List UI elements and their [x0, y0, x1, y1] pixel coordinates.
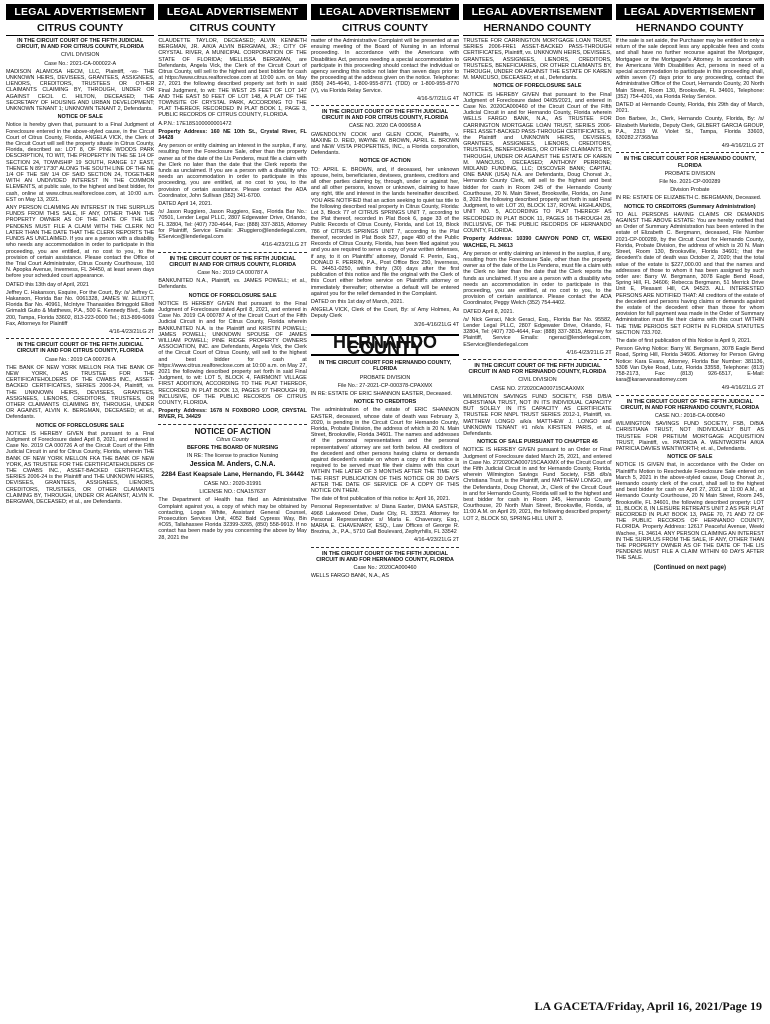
signoff: Don Barbee, Jr., Clerk, Hernando County, Florida, By: /s/ Elizabeth Markidis, Deputy Clerk, GILBERT GARCIA GROUP, P.A., 2313 W. Violet St., Tampa, Florida 33603, 630282.27368/las [615, 116, 765, 142]
parties: GWENDOLYN COOK and GLEN COOK, Plaintiffs, v. MAXINE D. REID, WAYNE W. BROWN, APRIL E. BROWN and NEW VISTA PROPERTIES, INC., a Florida corporation, Defendants. [310, 131, 460, 157]
signoff: /s/ Nick Geraci, Nick Geraci, Esq., Florida Bar No. 95582, Lender Legal PLLC, 2807 Edgewater Drive, Orlando, FL 32804, Tel: (407) 730-4644, Fax: (888) 337-3815, Attorney for Plaintiff, Service Emails: ngeraci@lenderlegal.com, EService@lenderlegal.com [463, 316, 612, 348]
court-name: IN THE CIRCUIT COURT FOR HERNANDO COUNTY, FLORIDA [318, 360, 452, 373]
notice-title: NOTICE OF FORECLOSURE SALE [188, 292, 277, 299]
action-title: NOTICE OF ACTION [194, 426, 271, 436]
column-body [6, 38, 154, 505]
notice-text: TO ALL PERSONS HAVING CLAIMS OR DEMANDS AGAINST THE ABOVE ESTATE: You are hereby notified that an Order of Summary Administration has been entered in the estate of Elizabeth C. Bergmann, deceased, File Number 2021-CP-000289, by the Circuit Court for Hernando County, Florida, Probate Division, the address of which is 20 N. Main Street, Room 130, Brooksville, Florida 34601; that the decedent's date of death was October 2, 2020; that the total value of the estate is $227,000.00 and that the names and addresses of those to whom it has been assigned by such order are: Barry W. Bergmann, 3078 Eagle Bend Road, Spring Hill, FL 34606; Rebecca Bergmann, 51 Merrick Drive Unit E, Pleasant Hill, CA 94523. ALL INTERESTED PERSONS ARE NOTIFIED THAT: All creditors of the estate of the decedent and persons having claims or demands against the estate of the decedent other than those for whom provision for full payment was made in the Order of Summary Administration must file their claims with this court WITHIN THE TIME PERIODS SET FORTH IN FLORIDA STATUTES SECTION 733.702. [615, 211, 765, 336]
county-label: HERNANDO COUNTY [463, 20, 611, 36]
action-address: 2284 East Keapsale Lane, Hernando, FL 34442 [161, 471, 304, 479]
court-name: IN THE CIRCUIT COURT OF THE FIFTH JUDICIAL CIRCUIT, IN AND FOR CITRUS COUNTY, FLORIDA [16, 38, 145, 51]
county-label: CITRUS COUNTY [6, 20, 154, 36]
case-number: Case No.: 2019 CA 000726 A [44, 356, 116, 363]
property-address: Property Address: 160 NE 10th St., Crystal River, FL 34428 [158, 128, 307, 142]
notice-text: NOTICE IS HEREBY GIVEN that pursuant to the Final Judgment of Foreclosure dated April 8, 2021, and entered in Case No. 2019 CA 000787 A of the Circuit Court of the Fifth Judicial Circuit in and for Citrus County, Florida wherein BANKUNITED N.A. is the Plaintiff and KRISTIN POWELL; JAMES POWELL; UNKNOWN SPOUSE OF JAMES WILLIAM POWELL; PINE RIDGE PROPERTY OWNERS ASSOCIATION, INC. are Defendants, Angela Vick, the Clerk of the Circuit Court of Citrus County, will sell to the highest and best bidder for cash at https://www.citrus.realforeclose.com at 10:00 a.m. on May 27, 2021 the following described property set forth in said Final Judgment, to wit: LOT 5, BLOCK 4, FAIRMONT VILLAGE FIRST ADDITION, ACCORDING TO THE PLAT THEREOF, RECORDED IN PLAT BOOK 13, PAGES 97 THROUGH 99, INCLUSIVE, OF THE PUBLIC RECORDS OF CITRUS COUNTY, FLORIDA. [158, 300, 307, 406]
separator [616, 395, 764, 396]
notice-text: matter of the Administrative Complaint will be presented at an ensuing meeting of the Board of Nursing in an informal proceeding. In accordance with the Americans with Disabilities Act, persons needing a special accommodation to participate in this proceeding should contact the individual or agency sending this notice not later than seven days prior to the proceeding at the address given on the notice. Telephone: (850) 245-4640, 1-800-955-8771 (TDD) or 1-800-955-8770 (V), via Florida Relay Service. [310, 38, 460, 94]
file-number: File No.: 27-2021-CP-000378-CPAXMX [337, 382, 433, 389]
column-header: LEGAL ADVERTISEMENT [158, 4, 306, 20]
column-2 [158, 4, 306, 996]
signoff: /s/ Jason Ruggiero, Jason Ruggiero, Esq., Florida Bar No.: 70501, Lender Legal PLLC, 2807 Edgewater Drive, Orlando, FL 32804, Tel: (407) 730-4644, Fax: (888) 337-3815, Attorney for Plaintiff, Service Emails: JRuggiero@lenderlegal.com, EService@lenderlegal.com [158, 209, 307, 241]
estate: IN RE: ESTATE OF ERIC SHANNON EASTER, Deceased. [310, 390, 452, 397]
parties: BANKUNITED N.A., Plaintiff, vs. JAMES POWELL; et al., Defendants. [158, 278, 307, 291]
division: PROBATE DIVISION [359, 374, 411, 381]
column-3 [311, 4, 459, 996]
notice-text: NOTICE IS HEREBY GIVEN pursuant to an Order or Final Judgment of Foreclosure dated March 25, 2021, and entered in Case No. 272020CA000715CAAXMX of the Circuit Court of the Fifth Judicial Circuit in and for Hernando County, Florida, wherein Wilmington Savings Fund Society, FSB d/b/a Christiana Trust, is the Plaintiff, and MATTHEW LONGO, are the Defendants, Doug Chorvat, Jr., Clerk of the Circuit Court in and for Hernando County, Florida will sell to the highest and best bidder for cash in Room 245, Hernando County Courthouse, 20 North Main Street, Brooksville, Florida, at 11:00 A.M. on April 29, 2021, the following described property: LOT 2, BLOCK 50, SPRING HILL UNIT 3. [463, 447, 612, 522]
division: CIVIL DIVISION [518, 377, 557, 384]
division: PROBATE DIVISION [664, 170, 716, 177]
action-county: Citrus County [216, 436, 249, 443]
notice-text: NOTICE IS HEREBY GIVEN that pursuant to a Final Judgment of Foreclosure dated April 8, 2021, and entered in Case No. 2019 CA 000726 A of the Circuit Court of the Fifth Judicial Circuit in and for Citrus County, Florida, wherein THE BANK OF NEW YORK MELLON FKA THE BANK OF NEW YORK, AS TRUSTEE FOR THE CERTIFICATEHOLDERS OF THE CWABS INC., ASSET-BACKED CERTIFICATES, SERIES 2006-24 is the Plaintiff and THE UNKNOWN HEIRS, DEVISEES, GRANTEES, ASSIGNEES, LIENORS, CREDITORS, TRUSTEES, OR OTHER CLAIMANTS CLAIMING BY, THROUGH, UNDER OR AGAINST, ALVIN K. BERGMAN, DECEASED; et al., are Defendants. [6, 430, 155, 506]
division: Division Probate [670, 187, 710, 194]
action-license: LICENSE NO.: CNA157637 [199, 489, 266, 496]
parties: MADISON ALAMOSA HECM, LLC, Plaintiff, -vs- THE UNKNOWN HEIRS, DEVISEES, GRANTEES, ASSIGNEES, LIENORS, CREDITORS, TRUSTEES OR OTHER CLAIMANTS CLAIMING BY, THROUGH, UNDER OR AGAINST CECIL C. HILTON, DECEASED; THE SECRETARY OF HOUSING AND URBAN DEVELOPMENT; UNKNOWN TENANT 1; UNKNOWN TENANT 2, Defendants. [6, 68, 155, 113]
dated-line: DATED this 13th day of April, 2021 [6, 281, 89, 288]
notice-title: NOTICE TO CREDITORS (Summary Administration) [624, 203, 756, 210]
court-name: IN THE CIRCUIT COURT OF THE FIFTH JUDICIAL CIRCUIT IN AND FOR HERNANDO COUNTY, FLORIDA [316, 550, 454, 563]
publication-ref: 4/16-4/23/21LG 2T [109, 328, 155, 335]
publication-ref: 4/9-4/16/21LG 2T [721, 143, 765, 150]
separator [311, 547, 459, 548]
columns [6, 4, 764, 996]
column-1 [6, 4, 154, 996]
court-name: IN THE CIRCUIT COURT FOR HERNANDO COUNTY, FLORIDA [623, 156, 757, 169]
notice-text: CLAUDETTE TAYLOR, DECEASED; ALVIN KENNETH BERGMAN, JR. A/K/A ALVIN BERGMAN, JR.; CITY OF CRYSTAL RIVER, A MUNICIPAL CORPORATION OF THE STATE OF FLORIDA; MELLISSA BERGMAN, are Defendants, Angela Vick, the Clerk of the Circuit Court of Citrus County, will sell to the highest and best bidder for cash at https://www.citrus.realforeclose.com at 10:00 a.m. on May 27, 2021 the following described property set forth in said Final Judgment, to wit: THE WEST 25 FEET OF LOT 147 AND THE EAST 50 FEET OF LOT 148, A PLAT OF THE TOWNSITE OF CRYSTAL PARK, ACCORDING TO THE PLAT THEREOF, RECORDED IN PLAT BOOK 1, PAGE 3, PUBLIC RECORDS OF CITRUS COUNTY, FLORIDA. [158, 38, 307, 119]
county-label: CITRUS COUNTY [158, 20, 306, 36]
action-name: Jessica M. Anders, C.N.A. [189, 461, 276, 469]
column-body [158, 38, 306, 541]
parties: WILMINGTON SAVINGS FUND SOCIETY, FSB, D/B/A CHRISTIANA TRUST, NOT INDIVIDUALLY BUT AS TRUSTEE FOR PRETIUM MORTGAGE ACQUISITION TRUST, Plaintiff, vs. PATRICIA A. WENTWORTH A/K/A PATRICIA DAVIES WENTWORTH; et. al., Defendants. [615, 421, 765, 452]
column-body [616, 38, 764, 571]
court-name: IN THE CIRCUIT COURT OF THE FIFTH JUDICIAL CIRCUIT IN AND FOR CITRUS COUNTY, FLORIDA [321, 109, 449, 122]
case-number: Case No.: 2020CA000460 [353, 565, 417, 572]
parties: THE BANK OF NEW YORK MELLON FKA THE BANK OF NEW YORK, AS TRUSTEE FOR THE CERTIFICATEHOLDERS OF THE CWABS INC., ASSET-BACKED CERTIFICATES, SERIES 2006-24, Plaintiff, vs. THE UNKNOWN HEIRS, DEVISEES, GRANTEES, ASSIGNEES, LIENORS, CREDITORS, TRUSTEES, OR OTHER CLAIMANTS CLAIMING BY, THROUGH, UNDER OR AGAINST, ALVIN K. BERGMAN, DECEASED; et al., Defendants. [6, 364, 155, 421]
page-footer: LA GACETA/Friday, April 16, 2021/Page 19 [534, 999, 762, 1013]
notice-text: The Department of Health has filed an Administrative Complaint against you, a copy of which may be obtained by contacting, Logan White, Assistant General Counsel, Prosecution Services Unit, 4052 Bald Cypress Way, Bin #C65, Tallahassee Florida 32399-3265, (850) 558-9913. If no contact has been made by you concerning the above by May 28, 2021 the [158, 497, 307, 541]
parties: WILMINGTON SAVINGS FUND SOCIETY, FSB D/B/A CHRISTIANA TRUST, NOT IN ITS INDIVIDUAL CAPACITY BUT SOLELY IN ITS CAPACITY AS CERTIFICATE TRUSTEE FOR NNPL TRUST SERIES 2012-1, Plaintiff, vs. MATTHEW LONGO a/k/a MATTHEW J. LONGO and UNKNOWN TENANT #1 n/k/a KIRSTEN PARIS, et al, Defendants. [463, 393, 612, 437]
court-name: IN THE CIRCUIT COURT OF THE FIFTH JUDICIAL CIRCUIT, IN AND FOR HERNANDO COUNTY, FLORIDA [620, 398, 760, 411]
county-label: HERNANDO COUNTY [616, 20, 764, 36]
signoff: Jeffrey C. Hakanson, Esquire, For the Court, By: /s/ Jeffrey C. Hakanson, Florida Bar No. 0061328, JAMES W. ELLIOTT, Florida Bar No. 40961, McIntyre Thanasides Bringgold Elliott Grimaldi Guito & Matthews, P.A., 500 E. Kennedy Blvd., Suite 200, Tampa, Florida 33602, 813-223-0000 Tel.; 813-899-6069 Fax, Attorneys for Plaintiff [6, 289, 155, 327]
separator [311, 105, 459, 106]
first-publication: The date of first publication of this Notice is April 9, 2021. [615, 337, 752, 344]
first-publication: The date of first publication of this notice is: April 16, 2021. [310, 496, 451, 503]
notice-text: NOTICE IS GIVEN that, in accordance with the Order on Plaintiff's Motion to Reschedule Foreclosure Sale entered on March 5, 2021 in the above-styled cause, Doug Chorvat Jr., Hernando county clerk of the court, shall sell to the highest and best bidder for cash on April 27, 2021 at 11:00 A.M., at Hernando County Courthouse, 20 N Main Street, Room 245, Brooksville, FL 34601, the following described property: LOT 11, BLOCK 8, IN LEISURE RETREATS UNIT 2 AS PER PLAT RECORDED IN PLAT BOOK 13, PAGE 70, 71 AND 72 OF THE PUBLIC RECORDS OF HERNANDO COUNTY, FLORIDA. Property Address: 12617 Peaceful Avenue, Weeki Wachee, FL 34614. ANY PERSON CLAIMING AN INTEREST IN THE SURPLUS FROM THE SALE, IF ANY, OTHER THAN THE PROPERTY OWNER AS OF THE DATE OF THE LIS PENDENS MUST FILE A CLAIM WITHIN 60 DAYS AFTER THE SALE. [615, 462, 765, 562]
notice-title: NOTICE OF FORECLOSURE SALE [36, 422, 125, 429]
notice-title: NOTICE OF ACTION [359, 158, 411, 165]
notice-text: If the sale is set aside, the Purchaser may be entitled to only a return of the sale deposit less any applicable fees and costs and shall have no further recourse against the Mortgagor, Mortgagee or the Mortgagee's Attorney. In accordance with the Americans With Disabilities Act, persons in need of a special accommodation to participate in this proceeding shall, within seven (7) days prior to any proceeding, contact the Administrative Office of the Court, Hernando County, 20 North Main Street, Room 130, Brooksville, FL 34601, Telephone: (352) 754-4201, via Florida Relay Service. [615, 38, 765, 100]
column-header: LEGAL ADVERTISEMENT [6, 4, 154, 20]
file-number: File No. 2021-CP-000289 [659, 179, 721, 186]
notice-text: Any person or entity claiming an interest in the surplus, if any, resulting from the Foreclosure Sale, other than the property owner as of the date of the Lis Pendens, must file a claim with the Clerk no later than the date that the Clerk reports the funds as unclaimed. If you are a person with a disability who needs an accommodation in order to participate in this proceeding, you are entitled, at no cost to you, to the provision of certain assistance. Please contact the ADA Coordinator, John Sullivan (352) 341-6700. [158, 143, 307, 199]
continued-note: (Continued on next page) [653, 564, 726, 571]
column-header: LEGAL ADVERTISEMENT [616, 4, 764, 20]
publication-ref: 4/16-5/7/21LG 4T [416, 95, 460, 102]
dated-line: DATED on this 1st day of March, 2021. [310, 298, 404, 305]
representative: Personal Representative: s/ Diana Easter, DIANA EASTER, 4968 Lakewood Drive, Dade City, FL 33523. Attorney for Personal Representative: s/ Maria E. Chavenary, Esq., MARIA E. CHAVENARY, ESQ., Law Offices of George R. Brezina, Jr., P.A., 5710 Gall Boulevard, Zephyrhills, FL 33542 [310, 504, 460, 536]
notice-text: The administration of the estate of ERIC SHANNON EASTER, deceased, whose date of death was February 3, 2020, is pending in the Circuit Court for Hernando County, Florida, Probate Division, the address of which is 20 N. Main Street, Brooksville, Florida 34601. The names and addresses of the personal representatives and the personal representatives' attorney are set forth below. All creditors of the decedent and other persons having claims or demands against decedent's estate on whom a copy of this notice is required to be served must file their claims with this court WITHIN THE LATER OF 3 MONTHS AFTER THE TIME OF THE FIRST PUBLICATION OF THIS NOTICE OR 30 DAYS AFTER THE DATE OF SERVICE OF A COPY OF THIS NOTICE ON THEM. [310, 407, 460, 494]
apn: A.P.N.: 17E18S100000001472 [158, 120, 232, 127]
notice-title: NOTICE OF SALE [667, 454, 713, 461]
notice-text: Any person or entity claiming an interest in the surplus, if any, resulting from the Foreclosure Sale, other than the property owner as of the date of the Lis Pendens, must file a claim with the Clerk no later than the date that the Clerk reports the funds as unclaimed. If you are a person with a disability who needs an accommodation in order to participate in this proceeding, you are entitled, at no cost to you, to the provision of certain assistance. Please contact the ADA Coordinator, Peggy Welch (352) 754-4402. [463, 250, 612, 307]
division: CIVIL DIVISION [60, 52, 100, 59]
action-case: CASE NO.: 2020-31991 [203, 480, 262, 487]
column-header: LEGAL ADVERTISEMENT [311, 4, 459, 20]
column-body [311, 38, 459, 579]
court-name: IN THE CIRCUIT COURT OF THE FIFTH JUDICIAL CIRCUIT IN AND FOR CITRUS COUNTY, FLORIDA [169, 255, 296, 268]
court-name: IN THE CIRCUIT COURT OF THE FIFTH JUDICIAL CIRCUIT IN AND FOR HERNANDO COUNTY, FLORIDA [468, 362, 607, 376]
dated-line: DATED April 14, 2021. [158, 201, 213, 208]
separator [158, 424, 306, 425]
separator [463, 359, 611, 360]
column-body [463, 38, 611, 522]
separator [6, 338, 154, 339]
notice-title: NOTICE OF SALE PURSUANT TO CHAPTER 45 [477, 439, 598, 446]
notice-title: NOTICE OF FORECLOSURE SALE [493, 83, 582, 90]
property-address: Property Address: 1678 N FOXBORO LOOP, CRYSTAL RIVER, FL 34429 [158, 408, 307, 421]
publication-ref: 4/16-4/23/21LG 2T [566, 349, 612, 356]
case-number: Case No.: 2019 CA 000787 A [197, 269, 268, 276]
parties: TRUSTEE FOR CARRINGTON MORTGAGE LOAN TRUST, SERIES 2006-FRE1 ASSET-BACKED PASS-THROUGH CERTIFICATES, Plaintiff, vs. UNKNOWN HEIRS, DEVISEES, GRANTEES, ASSIGNEES, LIENORS, CREDITORS, TRUSTEES, BENEFICIARIES, OR OTHER CLAIMANTS BY, THROUGH, UNDER OR AGAINST THE ESTATE OF KAREN M. MANCUSO, DECEASED; et al., Defendants. [463, 38, 612, 82]
action-board: BEFORE THE BOARD OF NURSING [186, 444, 279, 451]
signoff: ANGELA VICK, Clerk of the Court, By: s/ Amy Holmes, As Deputy Clerk [310, 307, 460, 320]
notice-title: NOTICE TO CREDITORS [353, 399, 417, 406]
action-re: IN RE: The license to practice Nursing [186, 453, 279, 460]
publication-ref: 4/16-4/23/21LG 2T [261, 242, 307, 249]
notice-text: TO: APRIL E. BROWN, and, if deceased, her unknown spouse, heirs, beneficiaries, devisees, grantees, creditors and all other parties claiming by, through, under or against her, and all other persons, known or unknown, claiming to have any right, title and interest in the lands hereinafter described. YOU ARE NOTIFIED that an action seeking to quiet tax title to the following described real property in Citrus County, Florida: Lot 3, Block 77 of CITRUS SPRINGS UNIT 7, according to the Plat thereof, recorded in Plat Book 6, page 33 of the Public Records of Citrus County, Florida, and Lot 19, Block 786 of CITRUS SPRINGS UNIT 7, according to the Plat thereof, recorded in Plat Book 527, page 480 of the Public Records of Citrus County, Florida, has been filed against you and you are required to serve a copy of your written defenses, if any, to it on Plaintiffs' attorney, Donald F. Perrin, Esq., DONALD F. PERRIN, P.A., Post Office Box 250, Inverness, FL 34451-0250, within thirty (30) days after the first publication of this notice and file the original with the Clerk of this Court either before service on Plaintiff's attorney or immediately thereafter; otherwise a default will be entered against you for the relief demanded in the Complaint. [310, 166, 460, 297]
publication-ref: 3/26-4/16/21LG 4T [413, 321, 460, 328]
publication-ref: 4/9-4/16/21LG 2T [721, 385, 765, 392]
case-number: CASE NO. 272020CA000715CAAXMX [490, 385, 585, 392]
column-4 [463, 4, 611, 996]
column-header: LEGAL ADVERTISEMENT [463, 4, 611, 20]
case-number: Case No.: 2021-CA-000022-A [44, 60, 117, 67]
separator [158, 252, 306, 253]
case-number: CASE NO.: 2018-CA-000540 [654, 412, 725, 419]
property-address: Property Address: 10390 CANYON POND CT, WEEKI WACHEE, FL 34613 [463, 236, 612, 249]
publication-ref: 4/16-4/23/21LG 2T [413, 537, 460, 544]
dated-line: DATED at Hernando County, Florida, this 29th day of March, 2021. [615, 102, 765, 115]
dated-line: DATED April 8, 2021. [463, 308, 515, 315]
county-banner: HERNANDO COUNTY [311, 334, 459, 356]
separator [616, 152, 764, 153]
column-5 [616, 4, 764, 996]
notice-text: ANY PERSON CLAIMING AN INTEREST IN THE SURPLUS FUNDS FROM THIS SALE, IF ANY, OTHER THAN THE PROPERTY OWNER AS OF THE DATE OF THE LIS PENDENS MUST FILE A CLAIM WITH THE CLERK NO LATER THAN THE DATE THAT THE CLERK REPORTS THE FUNDS AS UNCLAIMED. If you are a person with a disability who needs any accommodation in order to participate in this proceeding, you are entitled, at no cost to you, to the provision of certain assistance. Please contact the Office of the Trial Court Administrator, Citrus County Courthouse, 110 N. Apopka Avenue, Inverness, FL 34450, at least seven days before your scheduled court appearance. [6, 205, 155, 280]
notice-text: NOTICE IS HEREBY GIVEN that pursuant to the Final Judgment of Foreclosure dated 04/05/2021, and entered in Case No. 2020CA000460 of the Circuit Court of the Fifth Judicial Circuit in and for Hernando County, Florida wherein WELLS FARGO BANK, N.A., AS TRUSTEE FOR CARRINGTON MORTGAGE LOAN TRUST, SERIES 2006-FRE1 ASSET-BACKED PASS-THROUGH CERTIFICATES, is the Plaintiff and UNKNOWN HEIRS, DEVISEES, GRANTEES, ASSIGNEES, LIENORS, CREDITORS, TRUSTEES, BENEFICIARIES, OR OTHER CLAIMANTS BY, THROUGH, UNDER OR AGAINST THE ESTATE OF KAREN M. MANCUSO, DECEASED; ANTHONY PERRONE; MIDLAND FUNDING, LLC; DISCOVER BANK; CAPITAL ONE BANK (USA) N.A. are Defendants, Doug Chorvat Jr., Hernando County Clerk, will sell to the highest and best bidder for cash in Room 245 of the Hernando County Courthouse, 20 N. Main Street, Brooksville, Florida, on June 8, 2021 the following described property set forth in said Final Judgment, to wit: LOT 20, BLOCK 137, ROYAL HIGHLANDS, UNIT NO. 5, ACCORDING TO PLAT THEREOF AS RECORDED IN PLAT BOOK 11, PAGES 16 THROUGH 28, INCLUSIVE, OF THE PUBLIC RECORDS OF HERNANDO COUNTY, FLORIDA. [463, 91, 612, 235]
case-number: CASE NO. 2020 CA 000658 A [348, 123, 422, 130]
notice-title: NOTICE OF SALE [57, 114, 103, 121]
representative: Person Giving Notice: Barry W. Bergmann, 3078 Eagle Bend Road, Spring Hill, Florida 34606. Attorney for Person Giving Notice: Kara Evans, Attorney, Florida Bar Number: 381136, 5308 Van Dyke Road, Lutz, Florida 33558, Telephone: (813) 758-2173, Fax: (813) 926-6517, E-Mail: kara@karaevansattorney.com [615, 346, 765, 384]
county-label: CITRUS COUNTY [311, 20, 459, 36]
notice-text: Notice is hereby given that, pursuant to a Final Judgment of Foreclosure entered in the above-styled cause, in the Circuit Court of Citrus County, Florida, ANGELA VICK, the Clerk of the Circuit Court will sell the property situate in Citrus County, Florida, described as: LOT 8, OF PINE WOODS PARK DESCRIPTION, TO WIT, THE PROPERTY IN THE SE 1/4 OF SECTION 24, TOWNSHIP 19 SOUTH, RANGE 17 EAST, THENCE N 89°17'30" ALONG THE SOUTH LINE OF THE NE 1/4 OF THE SW 1/4 OF SAID SECTION 24, TOGETHER WITH AN UNDIVIDED INTEREST IN THE COMMON ELEMENTS, at public sale, to the highest and best bidder, for cash, online at www.citrus.realforeclose.com, at 10:00 a.m. EST on May 13, 2021. [6, 122, 155, 203]
parties: WELLS FARGO BANK, N.A., AS [310, 573, 389, 580]
estate: IN RE: ESTATE OF ELIZABETH C. BERGMANN, Deceased. [615, 195, 762, 202]
court-name: IN THE CIRCUIT COURT OF THE FIFTH JUDICIAL CIRCUIT IN AND FOR CITRUS COUNTY, FLORIDA [16, 342, 144, 355]
